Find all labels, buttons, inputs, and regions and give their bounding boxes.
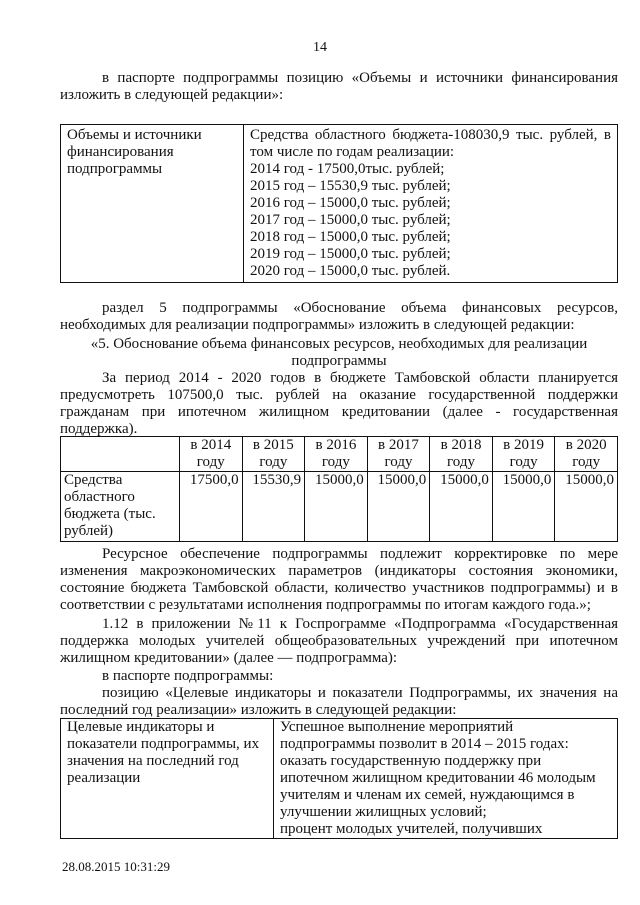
indicators-value-cell: [274, 719, 618, 839]
item-1-12-paragraph: 1.12 в приложении №11 к Госпрограмме «Подпрограмма «Государственная поддержка молодых учителей общеобразовательных учреждений при ипотечном жилищном кредитовании» (далее — подпрограмма):: [60, 616, 618, 666]
section5-text: За период 2014 - 2020 годов в бюджете Тамбовской области планируется предусмотреть 107500,0 тыс. рублей на оказание государственной поддержки гражданам при ипотечном жилищном кредитовании (далее - государственная поддержка).: [60, 370, 618, 437]
indicators-label-cell: Целевые индикаторы и показатели подпрограммы, их значения на последний год реализации: [61, 719, 274, 839]
year-header: в 2016 году: [305, 437, 368, 472]
budget-by-year-table: [60, 436, 618, 542]
indicators-line: ипотечном жилищном кредитовании 46 молодым: [280, 770, 596, 786]
financing-value-cell: [244, 125, 618, 283]
indicators-line: оказать государственную поддержку при: [280, 753, 542, 769]
indicators-table: [60, 718, 618, 839]
year-header: в 2014 году: [180, 437, 243, 472]
year-header: в 2017 году: [367, 437, 430, 472]
indicators-line: процент молодых учителей, получивших: [280, 821, 543, 837]
position-paragraph: позицию «Целевые индикаторы и показатели Подпрограммы, их значения на последний год реализации» изложить в следующей редакции:: [60, 685, 618, 718]
budget-value: 15000,0: [555, 472, 618, 542]
section5-heading: [60, 336, 618, 370]
budget-row-label: Средства областного бюджета (тыс. рублей): [61, 472, 180, 542]
year-header: в 2019 году: [492, 437, 555, 472]
indicators-line: Успешное выполнение мероприятий: [280, 719, 514, 735]
section5-heading-line1: «5. Обоснование объема финансовых ресурсов, необходимых для реализации: [90, 336, 588, 352]
budget-value: 15000,0: [367, 472, 430, 542]
financing-label-cell: Объемы и источники финансирования подпрограммы: [61, 125, 244, 283]
page-number: 14: [313, 40, 327, 55]
section5-heading-line2: подпрограммы: [291, 353, 387, 369]
financing-intro: Средства областного бюджета-108030,9 тыс. рублей, в том числе по годам реализации:: [250, 127, 611, 160]
year-header: в 2018 году: [430, 437, 493, 472]
year-header: в 2020 году: [555, 437, 618, 472]
indicators-line: учителям и членам их семей, нуждающимся в: [280, 787, 575, 803]
financing-year-line: 2014 год - 17500,0тыс. рублей;: [250, 161, 445, 177]
budget-value: 17500,0: [180, 472, 243, 542]
indicators-line: улучшении жилищных условий;: [280, 804, 487, 820]
financing-table: [60, 124, 618, 283]
indicators-line: подпрограммы позволит в 2014 – 2015 годах:: [280, 736, 569, 752]
passport-line: в паспорте подпрограммы:: [102, 668, 274, 684]
financing-year-line: 2016 год – 15000,0 тыс. рублей;: [250, 195, 451, 211]
financing-year-line: 2020 год – 15000,0 тыс. рублей.: [250, 263, 451, 279]
budget-value: 15000,0: [305, 472, 368, 542]
budget-value: 15530,9: [242, 472, 305, 542]
financing-year-line: 2019 год – 15000,0 тыс. рублей;: [250, 246, 451, 262]
section5-intro: раздел 5 подпрограммы «Обоснование объема финансовых ресурсов, необходимых для реализации подпрограммы» изложить в следующей редакции:: [60, 300, 618, 333]
budget-value: 15000,0: [492, 472, 555, 542]
financing-year-line: 2018 год – 15000,0 тыс. рублей;: [250, 229, 451, 245]
budget-empty-header: [61, 437, 180, 472]
financing-year-line: 2017 год – 15000,0 тыс. рублей;: [250, 212, 451, 228]
resources-paragraph: Ресурсное обеспечение подпрограммы подлежит корректировке по мере изменения макроэкономических параметров (индикаторы состояния экономики, состояние бюджета Тамбовской области, количество участников подпрограммы) и в соответствии с результатами исполнения подпрограммы по итогам каждого года.»;: [60, 546, 618, 613]
footer-timestamp: 28.08.2015 10:31:29: [62, 859, 170, 874]
financing-year-line: 2015 год – 15530,9 тыс. рублей;: [250, 178, 451, 194]
year-header: в 2015 году: [242, 437, 305, 472]
budget-value: 15000,0: [430, 472, 493, 542]
intro-paragraph: в паспорте подпрограммы позицию «Объемы и источники финансирования изложить в следующей редакции»:: [60, 70, 618, 103]
